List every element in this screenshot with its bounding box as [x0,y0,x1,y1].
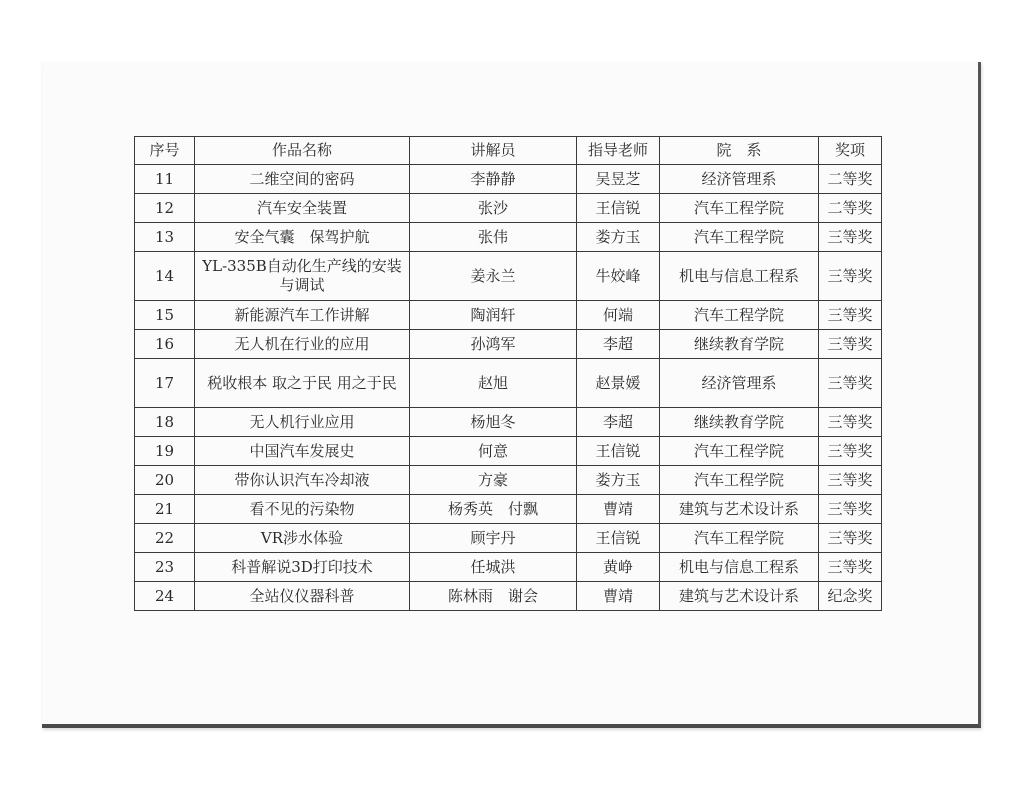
header-award: 奖项 [819,137,882,165]
cell-title: 汽车安全装置 [195,194,410,223]
cell-no: 19 [135,437,195,466]
cell-dept: 汽车工程学院 [660,524,819,553]
awards-table [134,136,882,611]
cell-award: 二等奖 [819,165,882,194]
header-title: 作品名称 [195,137,410,165]
cell-title: 安全气囊 保驾护航 [195,223,410,252]
cell-advisor: 娄方玉 [577,223,660,252]
cell-presenter: 李静静 [410,165,577,194]
cell-advisor: 王信锐 [577,524,660,553]
cell-dept: 建筑与艺术设计系 [660,495,819,524]
table-row [135,330,882,359]
cell-dept: 汽车工程学院 [660,301,819,330]
cell-dept: 汽车工程学院 [660,223,819,252]
cell-advisor: 李超 [577,330,660,359]
table-row [135,582,882,611]
cell-no: 23 [135,553,195,582]
cell-presenter: 赵旭 [410,359,577,408]
cell-dept: 汽车工程学院 [660,194,819,223]
cell-dept: 机电与信息工程系 [660,553,819,582]
table-row [135,466,882,495]
cell-award: 三等奖 [819,252,882,301]
cell-title: 看不见的污染物 [195,495,410,524]
cell-award: 三等奖 [819,330,882,359]
cell-title: 中国汽车发展史 [195,437,410,466]
header-advisor: 指导老师 [577,137,660,165]
table-row [135,408,882,437]
cell-advisor: 吴昱芝 [577,165,660,194]
cell-award: 三等奖 [819,301,882,330]
cell-award: 三等奖 [819,437,882,466]
cell-award: 三等奖 [819,466,882,495]
cell-dept: 经济管理系 [660,359,819,408]
cell-no: 14 [135,252,195,301]
cell-no: 13 [135,223,195,252]
cell-no: 24 [135,582,195,611]
cell-no: 12 [135,194,195,223]
cell-presenter: 陶润轩 [410,301,577,330]
cell-advisor: 曹靖 [577,582,660,611]
cell-title: 科普解说3D打印技术 [195,553,410,582]
cell-dept: 建筑与艺术设计系 [660,582,819,611]
cell-dept: 继续教育学院 [660,330,819,359]
cell-presenter: 何意 [410,437,577,466]
header-presenter: 讲解员 [410,137,577,165]
cell-award: 三等奖 [819,408,882,437]
cell-advisor: 曹靖 [577,495,660,524]
cell-presenter: 杨秀英 付飘 [410,495,577,524]
cell-presenter: 孙鸿军 [410,330,577,359]
cell-advisor: 王信锐 [577,437,660,466]
header-no: 序号 [135,137,195,165]
cell-no: 11 [135,165,195,194]
cell-title: 全站仪仪器科普 [195,582,410,611]
cell-advisor: 李超 [577,408,660,437]
cell-award: 纪念奖 [819,582,882,611]
cell-presenter: 杨旭冬 [410,408,577,437]
table-row [135,495,882,524]
cell-title: 无人机在行业的应用 [195,330,410,359]
cell-advisor: 娄方玉 [577,466,660,495]
cell-advisor: 王信锐 [577,194,660,223]
cell-dept: 汽车工程学院 [660,437,819,466]
cell-no: 15 [135,301,195,330]
cell-no: 17 [135,359,195,408]
cell-no: 16 [135,330,195,359]
table-header-row [135,137,882,165]
table-row [135,194,882,223]
cell-no: 18 [135,408,195,437]
cell-award: 三等奖 [819,223,882,252]
cell-advisor: 赵景媛 [577,359,660,408]
cell-title: YL-335B自动化生产线的安装与调试 [195,252,410,301]
cell-presenter: 方豪 [410,466,577,495]
cell-advisor: 牛姣峰 [577,252,660,301]
cell-title: 新能源汽车工作讲解 [195,301,410,330]
table-row [135,359,882,408]
cell-title: 二维空间的密码 [195,165,410,194]
cell-dept: 经济管理系 [660,165,819,194]
table-row [135,252,882,301]
cell-presenter: 张沙 [410,194,577,223]
cell-advisor: 何端 [577,301,660,330]
cell-presenter: 任城洪 [410,553,577,582]
header-dept: 院 系 [660,137,819,165]
cell-presenter: 顾宇丹 [410,524,577,553]
cell-dept: 继续教育学院 [660,408,819,437]
cell-title: 无人机行业应用 [195,408,410,437]
cell-presenter: 姜永兰 [410,252,577,301]
cell-title: 带你认识汽车冷却液 [195,466,410,495]
table-row [135,165,882,194]
cell-presenter: 张伟 [410,223,577,252]
cell-award: 三等奖 [819,495,882,524]
table-row [135,301,882,330]
table-row [135,437,882,466]
cell-no: 22 [135,524,195,553]
table-row [135,553,882,582]
cell-dept: 机电与信息工程系 [660,252,819,301]
cell-title: 税收根本 取之于民 用之于民 [195,359,410,408]
cell-no: 20 [135,466,195,495]
cell-award: 三等奖 [819,524,882,553]
table-row [135,223,882,252]
cell-title: VR涉水体验 [195,524,410,553]
cell-award: 三等奖 [819,553,882,582]
cell-advisor: 黄峥 [577,553,660,582]
table-row [135,524,882,553]
cell-award: 二等奖 [819,194,882,223]
cell-dept: 汽车工程学院 [660,466,819,495]
cell-award: 三等奖 [819,359,882,408]
cell-no: 21 [135,495,195,524]
cell-presenter: 陈林雨 谢会 [410,582,577,611]
